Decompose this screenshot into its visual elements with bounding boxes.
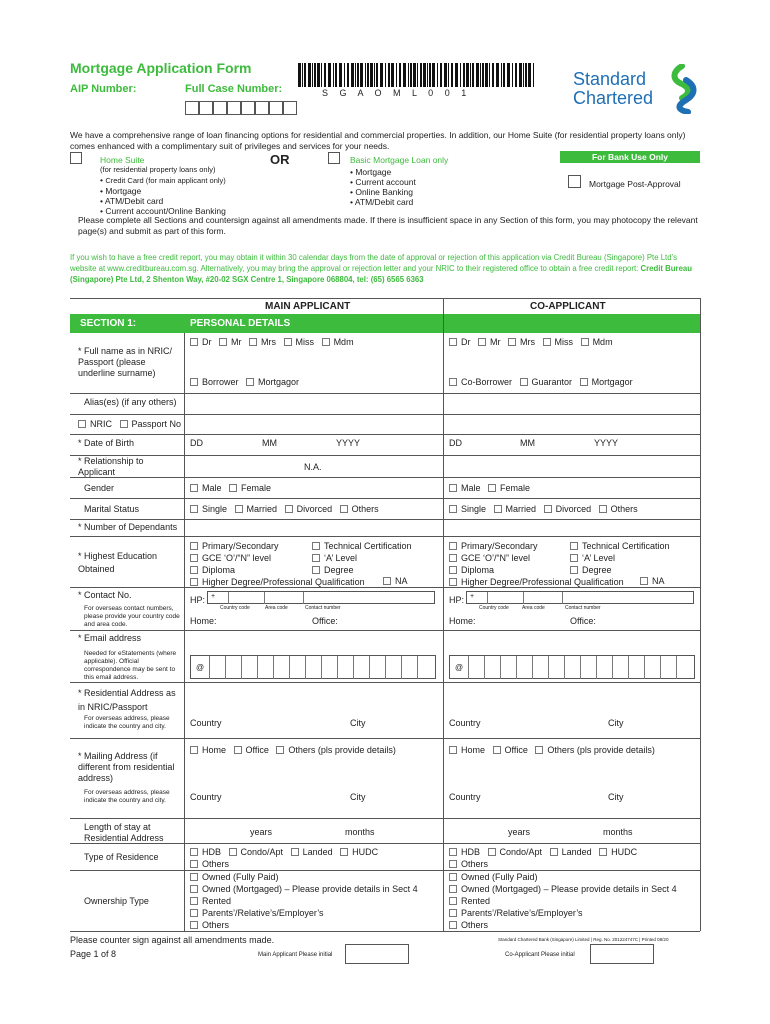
dependants-label: * Number of Dependants <box>78 522 178 532</box>
barcode-text: S G A O M L 0 0 1 <box>322 88 468 98</box>
home-phone-co[interactable]: Home: <box>449 616 476 626</box>
residence-options-main[interactable]: HDB Condo/Apt Landed HUDC Others <box>190 846 378 870</box>
or-text: OR <box>270 152 290 167</box>
email-note: Needed for eStatements (where applicable). Official correspondence may be sent to this email address. <box>84 650 177 681</box>
id-type-options[interactable]: NRIC Passport No <box>78 419 181 429</box>
dob-yyyy-main[interactable]: YYYY <box>336 438 361 448</box>
hp-label-co: HP: <box>449 595 465 605</box>
ownership-label: Ownership Type <box>84 896 149 906</box>
gender-options-main[interactable]: Male Female <box>190 483 271 493</box>
res-city-main[interactable]: City <box>350 718 366 728</box>
mail-city-co[interactable]: City <box>608 792 624 802</box>
gender-options-co[interactable]: Male Female <box>449 483 530 493</box>
dob-label: * Date of Birth <box>78 438 135 448</box>
email-input-co[interactable]: @ <box>449 655 695 679</box>
page-number: Page 1 of 8 <box>70 949 117 959</box>
main-initial-box[interactable] <box>345 944 409 964</box>
post-approval-checkbox[interactable] <box>568 175 581 188</box>
aip-number-label: AIP Number: <box>70 83 137 95</box>
home-suite-title: Home Suite <box>100 155 145 165</box>
post-approval-label: Mortgage Post-Approval <box>589 179 681 189</box>
case-number-boxes[interactable] <box>185 101 297 117</box>
marital-label: Marital Status <box>84 504 140 514</box>
office-phone-main[interactable]: Office: <box>312 616 338 626</box>
standard-chartered-logo-icon <box>666 64 698 114</box>
full-name-label: * Full name as in NRIC/ Passport (please underline surname) <box>78 346 173 378</box>
gender-label: Gender <box>84 483 115 493</box>
home-suite-sub: (for residential property loans only) <box>100 165 216 174</box>
basic-mortgage-checkbox[interactable] <box>328 152 340 164</box>
contact-note: For overseas contact numbers, please provide your country code and area code. <box>84 605 180 628</box>
relationship-label: * Relationship to Applicant <box>78 456 144 477</box>
role-options-main[interactable]: Borrower Mortgagor <box>190 377 299 387</box>
area-code-caption: Area code <box>265 605 288 611</box>
dob-yyyy-co[interactable]: YYYY <box>594 438 619 448</box>
bank-reg-text: Standard Chartered Bank (Singapore) Limited | Reg. No. 201224747C | Printed 08/20 <box>498 937 669 942</box>
contact-number-caption-co: Contact number <box>565 605 601 611</box>
education-options-co-right[interactable]: Technical Certification ‘A’ Level Degree <box>570 540 670 576</box>
form-title: Mortgage Application Form <box>70 60 252 76</box>
education-options-main[interactable]: Primary/Secondary GCE ‘O’/“N” level Diploma Higher Degree/Professional Qualification <box>190 540 365 588</box>
basic-mortgage-title: Basic Mortgage Loan only <box>350 155 449 165</box>
ownership-options-co[interactable]: Owned (Fully Paid) Owned (Mortgaged) – Please provide details in Sect 4 Rented Parents’/Relative’s/Employer’s Others <box>449 871 677 931</box>
stay-years-main[interactable]: years <box>250 827 273 837</box>
country-code-caption-co: Country code <box>479 605 509 611</box>
education-na-main[interactable]: NA <box>383 576 408 586</box>
contact-label: * Contact No. <box>78 590 132 600</box>
intro-text: We have a comprehensive range of loan financing options for residential and commercial properties. In addition, our Home Suite (for residential property loans only) comes enhanced with a complimentary suit of privileges and services for your needs. <box>70 130 686 151</box>
email-input-main[interactable]: @ <box>190 655 436 679</box>
res-city-co[interactable]: City <box>608 718 624 728</box>
stay-years-co[interactable]: years <box>508 827 531 837</box>
relationship-na: N.A. <box>304 462 322 472</box>
education-na-co[interactable]: NA <box>640 576 665 586</box>
title-options-co[interactable]: Dr Mr Mrs Miss Mdm <box>449 337 613 347</box>
ownership-options-main[interactable]: Owned (Fully Paid) Owned (Mortgaged) – Please provide details in Sect 4 Rented Parents’/Relative’s/Employer’s Others <box>190 871 418 931</box>
residence-options-co[interactable]: HDB Condo/Apt Landed HUDC Others <box>449 846 637 870</box>
res-country-co[interactable]: Country <box>449 718 481 728</box>
dob-dd-co[interactable]: DD <box>449 438 462 448</box>
co-applicant-header: CO-APPLICANT <box>530 301 606 312</box>
hp-label-main: HP: <box>190 595 206 605</box>
home-suite-checkbox[interactable] <box>70 152 82 164</box>
stay-months-co[interactable]: months <box>603 827 633 837</box>
co-initial-box[interactable] <box>590 944 654 964</box>
main-applicant-header: MAIN APPLICANT <box>265 301 351 312</box>
education-options-main-right[interactable]: Technical Certification ‘A’ Level Degree <box>312 540 412 576</box>
full-case-number-label: Full Case Number: <box>185 83 283 95</box>
complete-note: Please complete all Sections and countersign against all amendments made. If there is insufficient space in any Section of this form, you may photocopy the relevant page(s) and submit as part of this form. <box>78 215 698 236</box>
education-label: * Highest Education Obtained <box>78 551 158 574</box>
dob-mm-co[interactable]: MM <box>520 438 535 448</box>
residential-address-label: * Residential Address as in NRIC/Passport <box>78 688 176 712</box>
marital-options-main[interactable]: Single Married Divorced Others <box>190 504 379 514</box>
main-initial-label: Main Applicant Please initial <box>258 952 333 958</box>
office-phone-co[interactable]: Office: <box>570 616 596 626</box>
brand-name: Standard Chartered <box>573 69 654 108</box>
basic-mortgage-list: • Mortgage • Current account • Online Banking • ATM/Debit card <box>350 167 416 207</box>
mail-city-main[interactable]: City <box>350 792 366 802</box>
barcode-icon <box>298 63 536 89</box>
residential-overseas-note: For overseas address, please indicate the country and city. <box>84 715 170 730</box>
co-initial-label: Co-Applicant Please initial <box>505 952 575 958</box>
hp-input-co[interactable]: + <box>466 591 694 604</box>
role-options-co[interactable]: Co-Borrower Guarantor Mortgagor <box>449 377 633 387</box>
dob-mm-main[interactable]: MM <box>262 438 277 448</box>
education-options-co[interactable]: Primary/Secondary GCE ‘O’/“N” level Diploma Higher Degree/Professional Qualification <box>449 540 624 588</box>
bank-use-header: For Bank Use Only <box>560 151 700 163</box>
title-options-main[interactable]: Dr Mr Mrs Miss Mdm <box>190 337 354 347</box>
stay-months-main[interactable]: months <box>345 827 375 837</box>
counter-sign-note: Please counter sign against all amendments made. <box>70 935 275 945</box>
mailing-options-co[interactable]: Home Office Others (pls provide details) <box>449 745 655 755</box>
dob-dd-main[interactable]: DD <box>190 438 203 448</box>
res-country-main[interactable]: Country <box>190 718 222 728</box>
alias-label: Alias(es) (if any others) <box>84 397 177 407</box>
section-1-bar: SECTION 1: PERSONAL DETAILS <box>70 314 700 333</box>
hp-input-main[interactable]: + <box>207 591 435 604</box>
mail-country-co[interactable]: Country <box>449 792 481 802</box>
country-code-caption: Country code <box>220 605 250 611</box>
mail-country-main[interactable]: Country <box>190 792 222 802</box>
home-phone-main[interactable]: Home: <box>190 616 217 626</box>
mailing-overseas-note: For overseas address, please indicate the country and city. <box>84 789 170 804</box>
area-code-caption-co: Area code <box>522 605 545 611</box>
contact-number-caption: Contact number <box>305 605 341 611</box>
residence-type-label: Type of Residence <box>84 852 159 862</box>
marital-options-co[interactable]: Single Married Divorced Others <box>449 504 638 514</box>
home-suite-list: • Credit Card (for main applicant only) • Mortgage • ATM/Debit card • Current account/Online Banking <box>100 175 226 216</box>
length-of-stay-label: Length of stay at Residential Address <box>84 822 164 843</box>
mailing-address-label: * Mailing Address (if different from residential address) <box>78 751 175 783</box>
credit-report-note: If you wish to have a free credit report, you may obtain it within 30 calendar days from the date of approval or rejection of this application via Credit Bureau (Singapore) Pte Ltd’s website at www.creditbureau.com.sg. Alternatively, you may bring the approval or rejection letter and your NRIC to their registered office to obtain a free credit report: Credit Bureau (Singapore) Pte Ltd, 2 Shenton Way, #20-02 SGX Centre 1, Singapore 068804, tel: (65) 6565 6363 <box>70 253 693 284</box>
email-label: * Email address <box>78 633 142 643</box>
mailing-options-main[interactable]: Home Office Others (pls provide details) <box>190 745 396 755</box>
